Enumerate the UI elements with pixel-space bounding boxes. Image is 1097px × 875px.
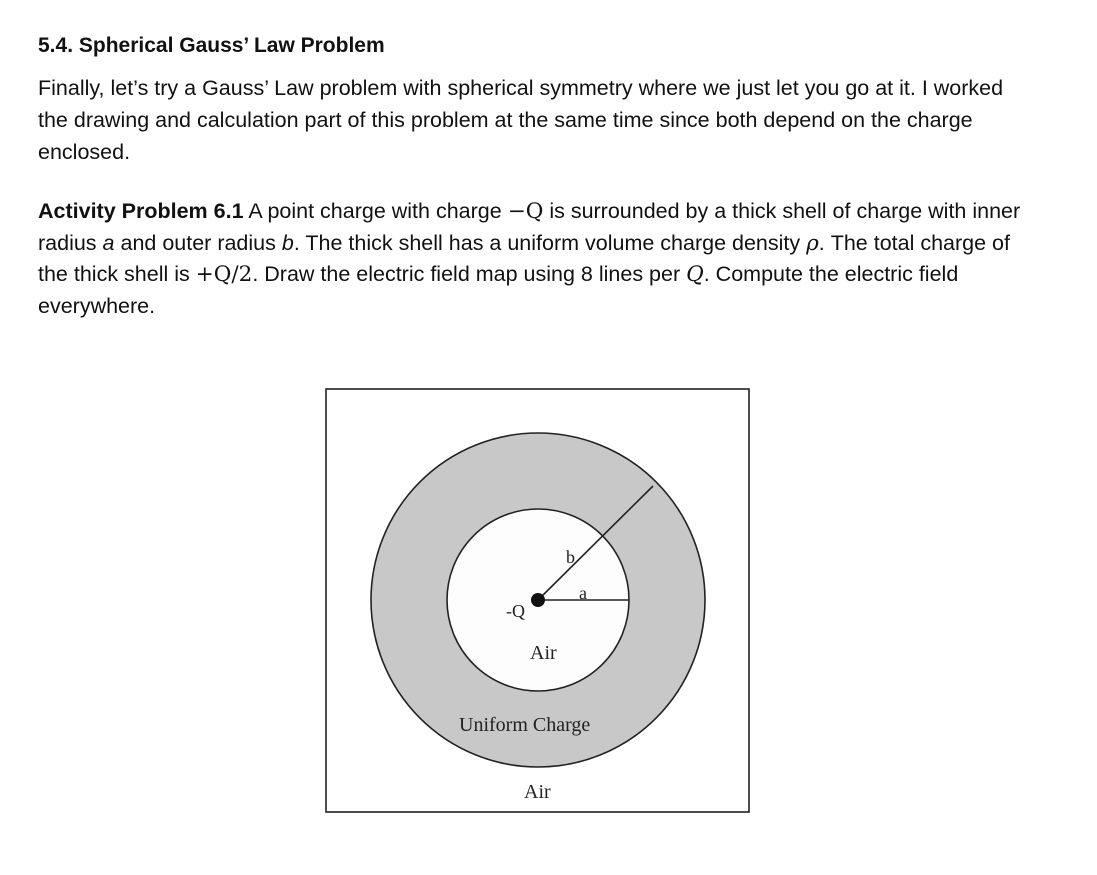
inner-radius-symbol: a — [102, 230, 115, 255]
problem-paragraph — [38, 196, 1038, 322]
problem-text-4: . The thick shell has a uniform volume charge density — [293, 230, 807, 255]
problem-text-7: . Compute the electric field everywhere. — [38, 262, 959, 318]
problem-text-5: . The total charge of the thick shell is — [38, 230, 1010, 286]
shell-charge-symbol: +Q/2 — [195, 262, 253, 287]
label-a: a — [579, 583, 587, 603]
problem-text-1: A point charge with charge — [243, 199, 508, 223]
density-symbol: ρ — [806, 230, 819, 256]
section-heading: 5.4. Spherical Gauss’ Law Problem — [38, 34, 385, 57]
problem-text-6: . Draw the electric field map using 8 lines per — [252, 262, 687, 286]
outer-radius-symbol: b — [281, 230, 294, 255]
problem-text-3: and outer radius — [114, 230, 282, 255]
point-charge-dot — [531, 593, 545, 607]
problem-text-2: is surrounded by a thick shell of charge with inner radius — [38, 199, 1021, 255]
q-symbol: Q — [686, 262, 704, 287]
label-shell: Uniform Charge — [459, 714, 591, 736]
shell-diagram-svg — [325, 388, 750, 813]
shell-diagram — [325, 388, 750, 813]
label-charge: -Q — [506, 601, 525, 621]
problem-label: Activity Problem 6.1 — [38, 199, 244, 223]
label-air-outer: Air — [524, 781, 551, 803]
intro-paragraph: Finally, let’s try a Gauss’ Law problem with spherical symmetry where we just let you go at it. I worked the drawing and calculation part of this problem at the same time since both depend on the charge enclosed. — [38, 76, 1004, 164]
label-air-inner: Air — [530, 642, 557, 664]
label-b: b — [566, 547, 575, 567]
point-charge-symbol: −Q — [507, 199, 544, 224]
